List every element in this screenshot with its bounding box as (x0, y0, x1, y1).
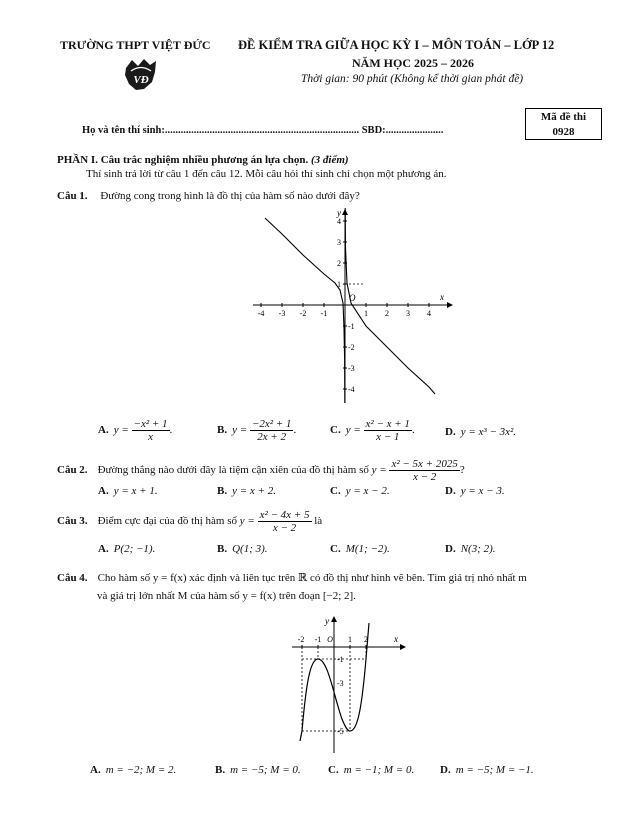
q1-option-c[interactable] (330, 418, 415, 443)
option-text: m = −2; M = 2. (105, 764, 177, 776)
option-letter: C. (330, 485, 341, 497)
option-letter: B. (217, 485, 228, 497)
option-text: M(1; −2). (345, 543, 390, 555)
option-letter: B. (215, 764, 226, 776)
q1-option-a[interactable] (98, 418, 172, 443)
school-logo (122, 58, 160, 92)
q3-option-c[interactable] (330, 543, 390, 555)
question-tail: ? (459, 464, 465, 477)
x-tick-label: -2 (297, 635, 305, 644)
fraction (132, 418, 170, 443)
numerator: x² − 5x + 2025 (391, 458, 458, 470)
y-tick-label: -3 (337, 679, 344, 688)
option-text: y = x − 2. (345, 485, 390, 497)
option-text: m = −5; M = 0. (230, 764, 301, 776)
q4-option-a[interactable] (90, 764, 176, 776)
option-text: Q(1; 3). (232, 543, 268, 555)
question-2 (57, 458, 465, 483)
question-label: Câu 2. (57, 464, 88, 477)
origin-label: O (349, 293, 356, 303)
q1-graph (245, 208, 455, 408)
option-letter: B. (217, 424, 228, 437)
x-axis-label: x (394, 634, 398, 644)
option-letter: C. (330, 424, 341, 437)
option-letter: A. (98, 485, 109, 497)
exam-title: ĐỀ KIỂM TRA GIỮA HỌC KỲ I – MÔN TOÁN – LỚP 12 (238, 38, 555, 52)
question-4 (57, 571, 617, 584)
x-axis-label: x (440, 292, 444, 302)
x-tick-label: -2 (299, 309, 307, 318)
part-instruction: Thí sinh trả lời từ câu 1 đến câu 12. Mỗi câu hỏi thí sinh chỉ chọn một phương án. (86, 168, 447, 180)
y-axis-label: y (337, 208, 341, 218)
numerator: x² − x + 1 (365, 418, 410, 430)
denominator: x − 1 (376, 431, 400, 443)
x-tick-label: 1 (364, 309, 368, 318)
option-letter: D. (445, 485, 456, 497)
q4-graph (288, 615, 408, 755)
option-prefix: y = (232, 424, 248, 437)
option-letter: C. (328, 764, 339, 776)
question-label: Câu 4. (57, 572, 88, 584)
question-text-line1: Cho hàm số y = f(x) xác định và liên tục trên ℝ có đồ thị như hình vẽ bên. Tìm giá trị nhỏ nhất m (97, 572, 527, 584)
x-tick-label: -3 (278, 309, 286, 318)
numerator: −x² + 1 (133, 418, 168, 430)
y-tick-label: -3 (348, 364, 355, 373)
option-text: P(2; −1). (113, 543, 156, 555)
option-prefix: y = (345, 424, 361, 437)
q4-option-b[interactable] (215, 764, 301, 776)
school-year: NĂM HỌC 2025 – 2026 (352, 56, 474, 70)
exam-code-value: 0928 (552, 126, 575, 138)
q1-option-b[interactable] (217, 418, 296, 443)
option-letter: A. (98, 543, 109, 555)
y-tick-label: 4 (337, 217, 341, 226)
option-suffix: . (411, 424, 415, 437)
fraction (364, 418, 412, 443)
question-4-line2: và giá trị lớn nhất M của hàm số y = f(x) trên đoạn [−2; 2]. (97, 590, 356, 602)
fraction (389, 458, 459, 483)
option-letter: C. (330, 543, 341, 555)
option-suffix: . (169, 424, 173, 437)
numerator: x² − 4x + 5 (259, 509, 310, 521)
y-tick-label: -2 (348, 343, 355, 352)
question-text: Đường cong trong hình là đồ thị của hàm số nào dưới đây? (100, 190, 360, 202)
question-1 (57, 190, 360, 202)
x-tick-label: 4 (427, 309, 431, 318)
option-letter: B. (217, 543, 228, 555)
x-tick-label: 2 (364, 635, 368, 644)
part-points: (3 điểm) (311, 154, 349, 166)
option-text: N(3; 2). (460, 543, 496, 555)
q3-option-d[interactable] (445, 543, 496, 555)
x-tick-label: -4 (257, 309, 265, 318)
x-tick-label: 3 (406, 309, 410, 318)
y-tick-label: 3 (337, 238, 341, 247)
function-prefix: y = (239, 515, 255, 528)
y-tick-label: -5 (337, 727, 344, 736)
question-3 (57, 509, 322, 534)
option-text: y = x + 2. (232, 485, 276, 497)
school-name: TRƯỜNG THPT VIỆT ĐỨC (60, 38, 211, 52)
question-label: Câu 1. (57, 190, 88, 202)
y-tick-label: 2 (337, 259, 341, 268)
numerator: −2x² + 1 (251, 418, 292, 430)
exam-code-label: Mã đề thi (540, 111, 587, 123)
q1-option-d[interactable] (445, 426, 516, 438)
question-tail: là (314, 515, 323, 528)
x-tick-label: 1 (348, 635, 352, 644)
q3-option-b[interactable] (217, 543, 268, 555)
student-info-line: Họ và tên thí sinh:.......................................................................... SBD:...................... (82, 125, 444, 136)
x-tick-label: 2 (385, 309, 389, 318)
y-tick-label: -1 (348, 322, 355, 331)
question-label: Câu 3. (57, 515, 88, 528)
option-letter: A. (98, 424, 109, 437)
question-text: Đường thẳng nào dưới đây là tiệm cận xiên của đồ thị hàm số (97, 464, 369, 477)
q2-option-a[interactable] (98, 485, 158, 497)
origin-label: O (327, 635, 333, 644)
option-suffix: . (293, 424, 297, 437)
exam-duration: Thời gian: 90 phút (Không kể thời gian phát đề) (301, 73, 524, 85)
option-text: y = x + 1. (113, 485, 158, 497)
function-prefix: y = (371, 464, 387, 477)
x-tick-label: -1 (314, 635, 322, 644)
question-text: Điểm cực đại của đồ thị hàm số (97, 515, 238, 528)
fraction (258, 509, 312, 534)
option-prefix: y = (113, 424, 129, 437)
denominator: x − 2 (272, 522, 297, 534)
exam-code-box (525, 108, 602, 140)
denominator: x (148, 431, 153, 443)
q2-option-c[interactable] (330, 485, 390, 497)
q2-option-b[interactable] (217, 485, 276, 497)
option-letter: D. (440, 764, 451, 776)
x-tick-label: -1 (320, 309, 328, 318)
option-text: m = −1; M = 0. (343, 764, 415, 776)
denominator: x − 2 (412, 471, 437, 483)
option-letter: D. (445, 543, 456, 555)
logo-text: VĐ (133, 74, 149, 86)
part-title (57, 154, 349, 166)
q4-option-d[interactable] (440, 764, 534, 776)
option-text: y = x − 3. (460, 485, 505, 497)
y-axis-label: y (325, 616, 329, 626)
option-text: y = x³ − 3x². (460, 426, 517, 438)
option-text: m = −5; M = −1. (455, 764, 534, 776)
y-tick-label: -1 (337, 655, 344, 664)
q4-option-c[interactable] (328, 764, 414, 776)
denominator: 2x + 2 (257, 431, 287, 443)
option-letter: D. (445, 426, 456, 438)
fraction (250, 418, 297, 443)
q3-option-a[interactable] (98, 543, 155, 555)
option-letter: A. (90, 764, 101, 776)
y-tick-label: -4 (348, 385, 355, 394)
y-tick-label: 1 (337, 280, 341, 289)
q2-option-d[interactable] (445, 485, 505, 497)
part-title-text: PHẦN I. Câu trắc nghiệm nhiều phương án lựa chọn. (57, 154, 309, 166)
q1-curve-right (345, 208, 435, 394)
